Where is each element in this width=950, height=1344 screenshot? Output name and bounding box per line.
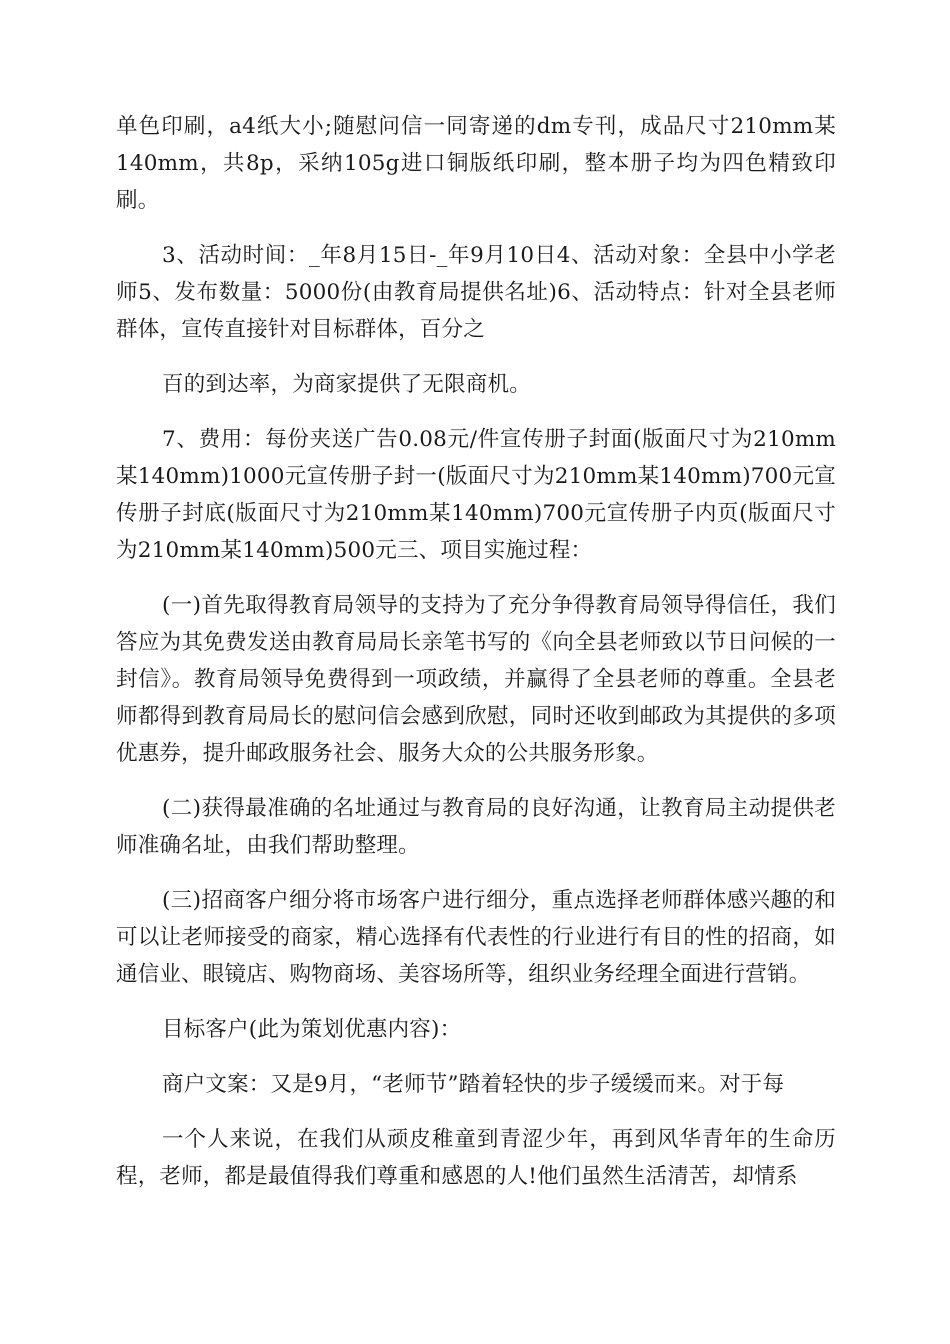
paragraph-merchant-copy: 商户文案：又是9月，“老师节”踏着轻快的步子缓缓而来。对于每 bbox=[162, 1072, 785, 1097]
paragraph-activity-info: 3、活动时间：_年8月15日-_年9月10日4、活动对象：全县中小学老师5、发布数量：5000份(由教育局提供名址)6、活动特点：针对全县老师群体，宣传直接针对目标群体，百分之 bbox=[116, 243, 836, 342]
paragraph-step-two: (二)获得最准确的名址通过与教育局的良好沟通，让教育局主动提供老师准确名址，由我们帮助整理。 bbox=[116, 796, 836, 858]
paragraph-printing-spec: 单色印刷，a4纸大小;随慰问信一同寄递的dm专刊，成品尺寸210mm某140mm，共8p，采纳105g进口铜版纸印刷，整本册子均为四色精致印刷。 bbox=[116, 114, 836, 213]
paragraph-step-one: (一)首先取得教育局领导的支持为了充分争得教育局领导得信任，我们答应为其免费发送由教育局局长亲笔书写的《向全县老师致以节日问候的一封信》。教育局领导免费得到一项政绩，并赢得了全县老师的尊重。全县老师都得到教育局局长的慰问信会感到欣慰，同时还收到邮政为其提供的多项优惠券，提升邮政服务社会、服务大众的公共服务形象。 bbox=[116, 593, 836, 766]
paragraph-target-customers: 目标客户(此为策划优惠内容)： bbox=[162, 1017, 462, 1042]
paragraph-fees: 7、费用：每份夹送广告0.08元/件宣传册子封面(版面尺寸为210mm某140mm)1000元宣传册子封一(版面尺寸为210mm某140mm)700元宣传册子封底(版面尺寸为210mm某140mm)700元宣传册子内页(版面尺寸为210mm某140mm)500元三、项目实施过程： bbox=[116, 427, 836, 563]
document-body bbox=[116, 108, 836, 1213]
paragraph-step-three: (三)招商客户细分将市场客户进行细分，重点选择老师群体感兴趣的和可以让老师接受的商家，精心选择有代表性的行业进行有目的性的招商，如通信业、眼镜店、购物商场、美容场所等，组织业务经理全面进行营销。 bbox=[116, 888, 836, 987]
paragraph-reach-rate: 百的到达率，为商家提供了无限商机。 bbox=[162, 372, 531, 397]
paragraph-merchant-copy-continued: 一个人来说，在我们从顽皮稚童到青涩少年，再到风华青年的生命历程，老师，都是最值得我们尊重和感恩的人!他们虽然生活清苦，却情系 bbox=[116, 1127, 836, 1189]
